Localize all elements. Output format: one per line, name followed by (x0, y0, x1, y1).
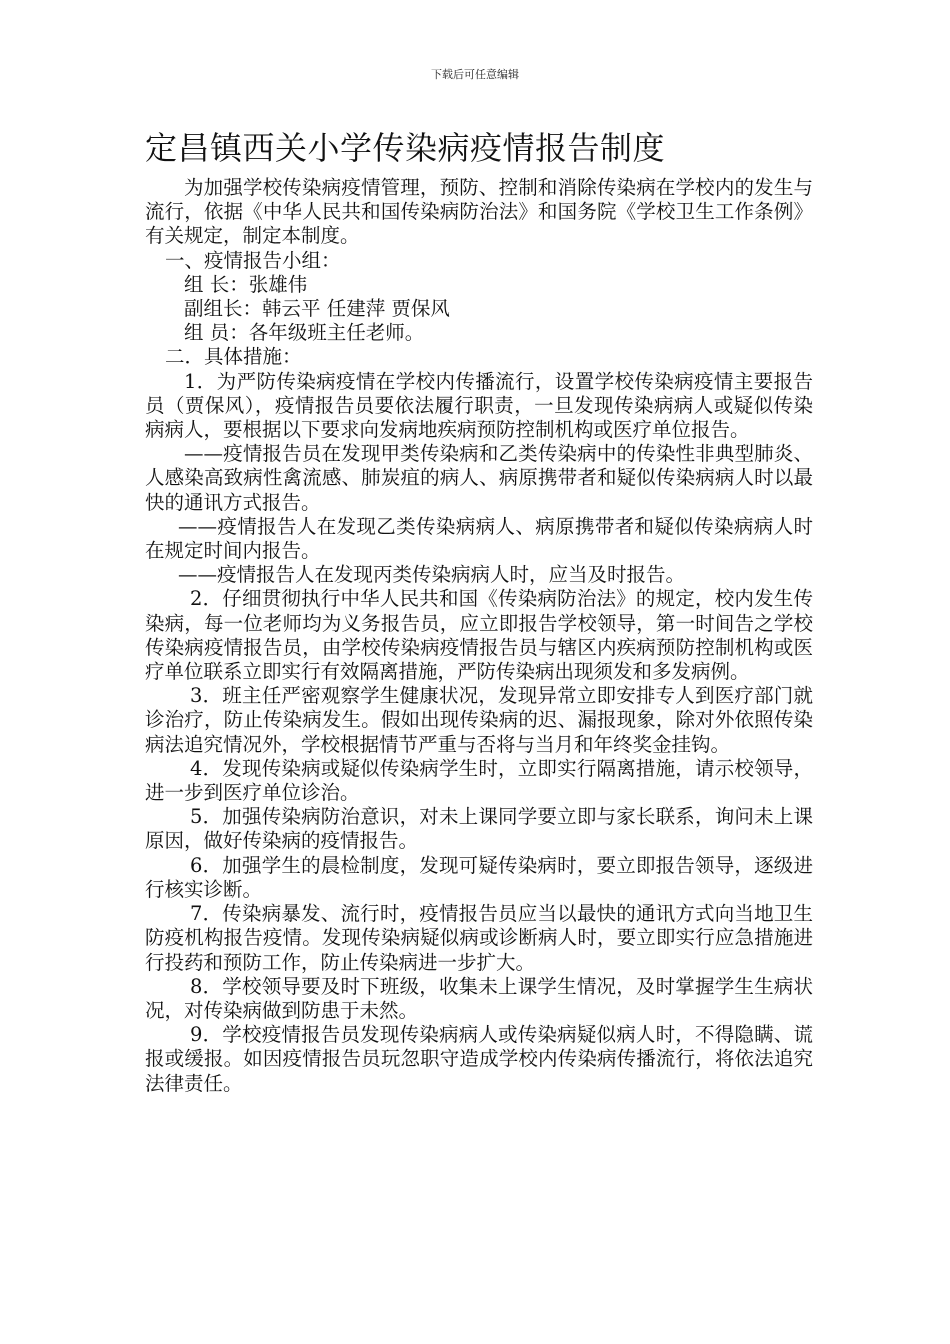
section1-heading: 一、疫情报告小组： (165, 248, 341, 272)
intro-paragraph: 为加强学校传染病疫情管理，预防、控制和消除传染病在学校内的发生与流行，依据《中华人民共和国传染病防治法》和国务院《学校卫生工作条例》有关规定，制定本制度。 (145, 176, 813, 248)
document-body (145, 176, 813, 1096)
members-line: 组 员：各年级班主任老师。 (184, 321, 425, 345)
measure-item-3: 3．班主任严密观察学生健康状况，发现异常立即安排专人到医疗部门就诊治疗，防止传染病发生。假如出现传染病的迟、漏报现象，除对外依照传染病法追究情况外，学校根据情节严重与否将与当月和年终奖金挂钩。 (145, 684, 813, 756)
measure-item-1: 1．为严防传染病疫情在学校内传播流行，设置学校传染病疫情主要报告员（贾保风），疫情报告员要依法履行职责，一旦发现传染病病人或疑似传染病病人，要根据以下要求向发病地疾病预防控制机构或医疗单位报告。 (145, 369, 813, 442)
measure-item-5: 5．加强传染病防治意识，对未上课同学要立即与家长联系，询问未上课原因，做好传染病的疫情报告。 (145, 805, 813, 853)
measure-item-9: 9．学校疫情报告员发现传染病病人或传染病疑似病人时，不得隐瞒、谎报或缓报。如因疫情报告员玩忽职守造成学校内传染病传播流行，将依法追究法律责任。 (145, 1023, 813, 1095)
section2-heading: 二．具体措施： (165, 345, 302, 369)
measure-item-4: 4．发现传染病或疑似传染病学生时，立即实行隔离措施，请示校领导，进一步到医疗单位诊治。 (145, 756, 813, 805)
measure-item-6: 6．加强学生的晨检制度，发现可疑传染病时，要立即报告领导，逐级进行核实诊断。 (145, 853, 813, 901)
document-title: 定昌镇西关小学传染病疫情报告制度 (145, 129, 666, 167)
measure-subitem-3: ——疫情报告人在发现丙类传染病病人时，应当及时报告。 (178, 563, 686, 587)
measure-item-8: 8．学校领导要及时下班级，收集未上课学生情况，及时掌握学生生病状况，对传染病做到防患于未然。 (145, 974, 813, 1022)
measure-subitem-2: ——疫情报告人在发现乙类传染病病人、病原携带者和疑似传染病病人时在规定时间内报告。 (145, 514, 813, 563)
deputy-line: 副组长：韩云平 任建萍 贾保风 (184, 297, 450, 321)
measure-item-7: 7．传染病暴发、流行时，疫情报告员应当以最快的通讯方式向当地卫生防疫机构报告疫情。发现传染病疑似病或诊断病人时，要立即实行应急措施进行投药和预防工作，防止传染病进一步扩大。 (145, 902, 813, 974)
measure-item-2: 2．仔细贯彻执行中华人民共和国《传染病防治法》的规定，校内发生传染病，每一位老师均为义务报告员，应立即报告学校领导，第一时间告之学校传染病疫情报告员，由学校传染病疫情报告员与辖区内疾病预防控制机构或医疗单位联系立即实行有效隔离措施，严防传染病出现须发和多发病例。 (145, 587, 813, 684)
leader-line: 组 长：张雄伟 (184, 272, 308, 296)
measure-subitem-1: ——疫情报告员在发现甲类传染病和乙类传染病中的传染性非典型肺炎、人感染高致病性禽流感、肺炭疽的病人、病原携带者和疑似传染病病人时以最快的通讯方式报告。 (145, 442, 813, 514)
page-header: 下载后可任意编辑 (431, 68, 519, 81)
